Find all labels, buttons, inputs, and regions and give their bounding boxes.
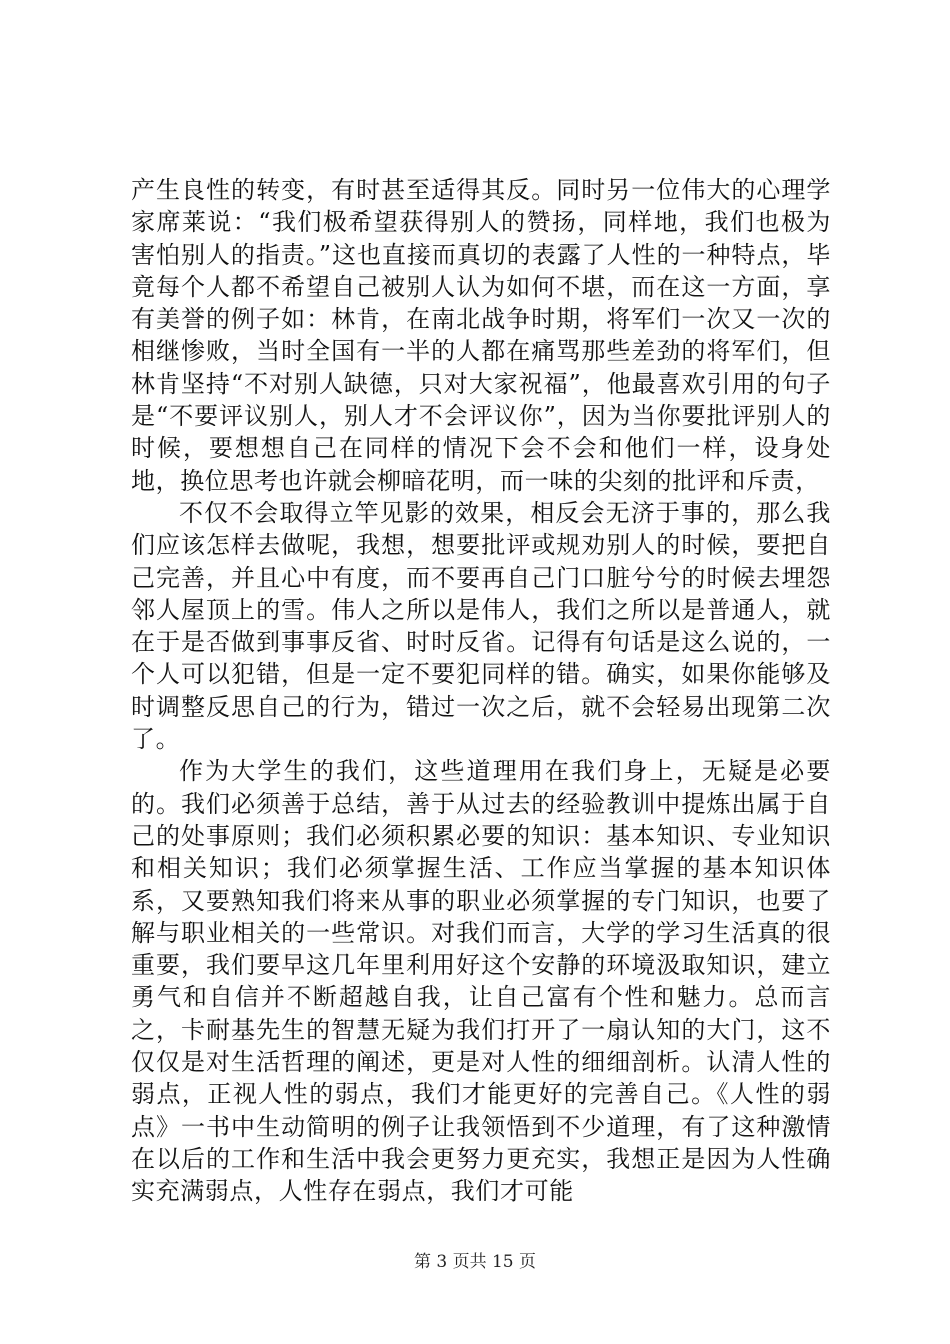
page-footer [0, 1247, 950, 1272]
page-total: 共 15 页 [469, 1252, 537, 1272]
body-text [131, 174, 831, 1208]
paragraph-1: 产生良性的转变，有时甚至适得其反。同时另一位伟大的心理学家席莱说：“我们极希望获得别人的赞扬，同样地，我们也极为害怕别人的指责。”这也直接而真切的表露了人性的一种特点，毕竟每个人都不希望自己被别人认为如何不堪，而在这一方面，享有美誉的例子如：林肯，在南北战争时期，将军们一次又一次的相继惨败，当时全国有一半的人都在痛骂那些差劲的将军们，但林肯坚持“不对别人缺德，只对大家祝福”，他最喜欢引用的句子是“不要评议别人，别人才不会评议你”，因为当你要批评别人的时候，要想想自己在同样的情况下会不会和他们一样，设身处地，换位思考也许就会柳暗花明，而一味的尖刻的批评和斥责， [131, 176, 831, 495]
paragraph-2: 不仅不会取得立竿见影的效果，相反会无济于事的，那么我们应该怎样去做呢，我想，想要批评或规劝别人的时候，要把自己完善，并且心中有度，而不要再自己门口脏兮兮的时候去埋怨邻人屋顶上的雪。伟人之所以是伟人，我们之所以是普通人，就在于是否做到事事反省、时时反省。记得有句话是这么说的，一个人可以犯错，但是一定不要犯同样的错。确实，如果你能够及时调整反思自己的行为，错过一次之后，就不会轻易出现第二次了。 [131, 498, 831, 754]
page-number: 第 3 页 [413, 1252, 470, 1272]
paragraph-3: 作为大学生的我们，这些道理用在我们身上，无疑是必要的。我们必须善于总结，善于从过去的经验教训中提炼出属于自己的处事原则；我们必须积累必要的知识：基本知识、专业知识和相关知识；我们必须掌握生活、工作应当掌握的基本知识体系，又要熟知我们将来从事的职业必须掌握的专门知识，也要了解与职业相关的一些常识。对我们而言，大学的学习生活真的很重要，我们要早这几年里利用好这个安静的环境汲取知识，建立勇气和自信并不断超越自我，让自己富有个性和魅力。总而言之，卡耐基先生的智慧无疑为我们打开了一扇认知的大门，这不仅仅是对生活哲理的阐述，更是对人性的细细剖析。认清人性的弱点，正视人性的弱点，我们才能更好的完善自己。《人性的弱点》一书中生动简明的例子让我领悟到不少道理，有了这种激情在以后的工作和生活中我会更努力更充实，我想正是因为人性确实充满弱点，人性存在弱点，我们才可能 [131, 757, 831, 1206]
